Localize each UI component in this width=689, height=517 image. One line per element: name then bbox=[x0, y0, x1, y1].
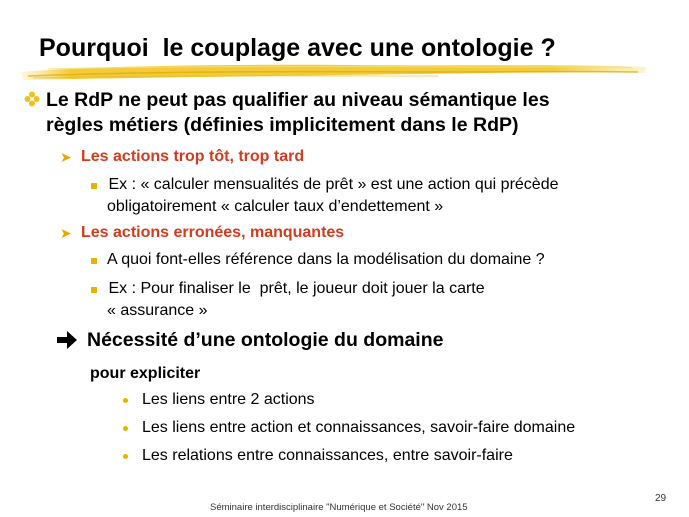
conclusion-heading: Nécessité d’une ontologie du domaine bbox=[87, 329, 444, 351]
title-underline-brush bbox=[18, 58, 648, 88]
sub2-item1: A quoi font-elles référence dans la modélisation du domaine ? bbox=[107, 251, 545, 268]
footer-text: Séminaire interdisciplinaire "Numérique et Société" Nov 2015 bbox=[210, 502, 468, 513]
dot-bullet-icon bbox=[123, 454, 128, 459]
dot-bullet-icon bbox=[123, 426, 128, 431]
sub2-item2-line2: « assurance » bbox=[107, 302, 208, 319]
big-arrow-icon bbox=[56, 330, 78, 350]
slide-title: Pourquoi le couplage avec une ontologie ? bbox=[39, 34, 556, 62]
arrow-bullet-icon: ➤ bbox=[60, 149, 72, 165]
sub1-heading: Les actions trop tôt, trop tard bbox=[81, 148, 305, 165]
diamond-bullet-icon bbox=[24, 91, 40, 107]
conclusion-item: Les relations entre connaissances, entre savoir-faire bbox=[142, 447, 513, 464]
conclusion-subheading: pour expliciter bbox=[90, 365, 201, 382]
sub1-example-line2: obligatoirement « calculer taux d’endettement » bbox=[107, 198, 444, 215]
square-bullet-icon bbox=[91, 287, 97, 293]
square-bullet-icon bbox=[91, 258, 97, 264]
main-point-line2: règles métiers (définies implicitement dans le RdP) bbox=[46, 114, 519, 136]
conclusion-item: Les liens entre 2 actions bbox=[142, 391, 315, 408]
sub1-example-line1: Ex : « calculer mensualités de prêt » est une action qui précède bbox=[104, 176, 559, 193]
main-point-line1: Le RdP ne peut pas qualifier au niveau sémantique les bbox=[46, 89, 550, 111]
sub2-heading: Les actions erronées, manquantes bbox=[81, 224, 345, 241]
arrow-bullet-icon: ➤ bbox=[60, 225, 72, 241]
conclusion-item: Les liens entre action et connaissances, savoir-faire domaine bbox=[142, 419, 576, 436]
square-bullet-icon bbox=[91, 183, 97, 189]
sub2-item2-line1: Ex : Pour finaliser le prêt, le joueur doit jouer la carte bbox=[104, 280, 485, 297]
dot-bullet-icon bbox=[123, 398, 128, 403]
page-number: 29 bbox=[655, 493, 667, 504]
